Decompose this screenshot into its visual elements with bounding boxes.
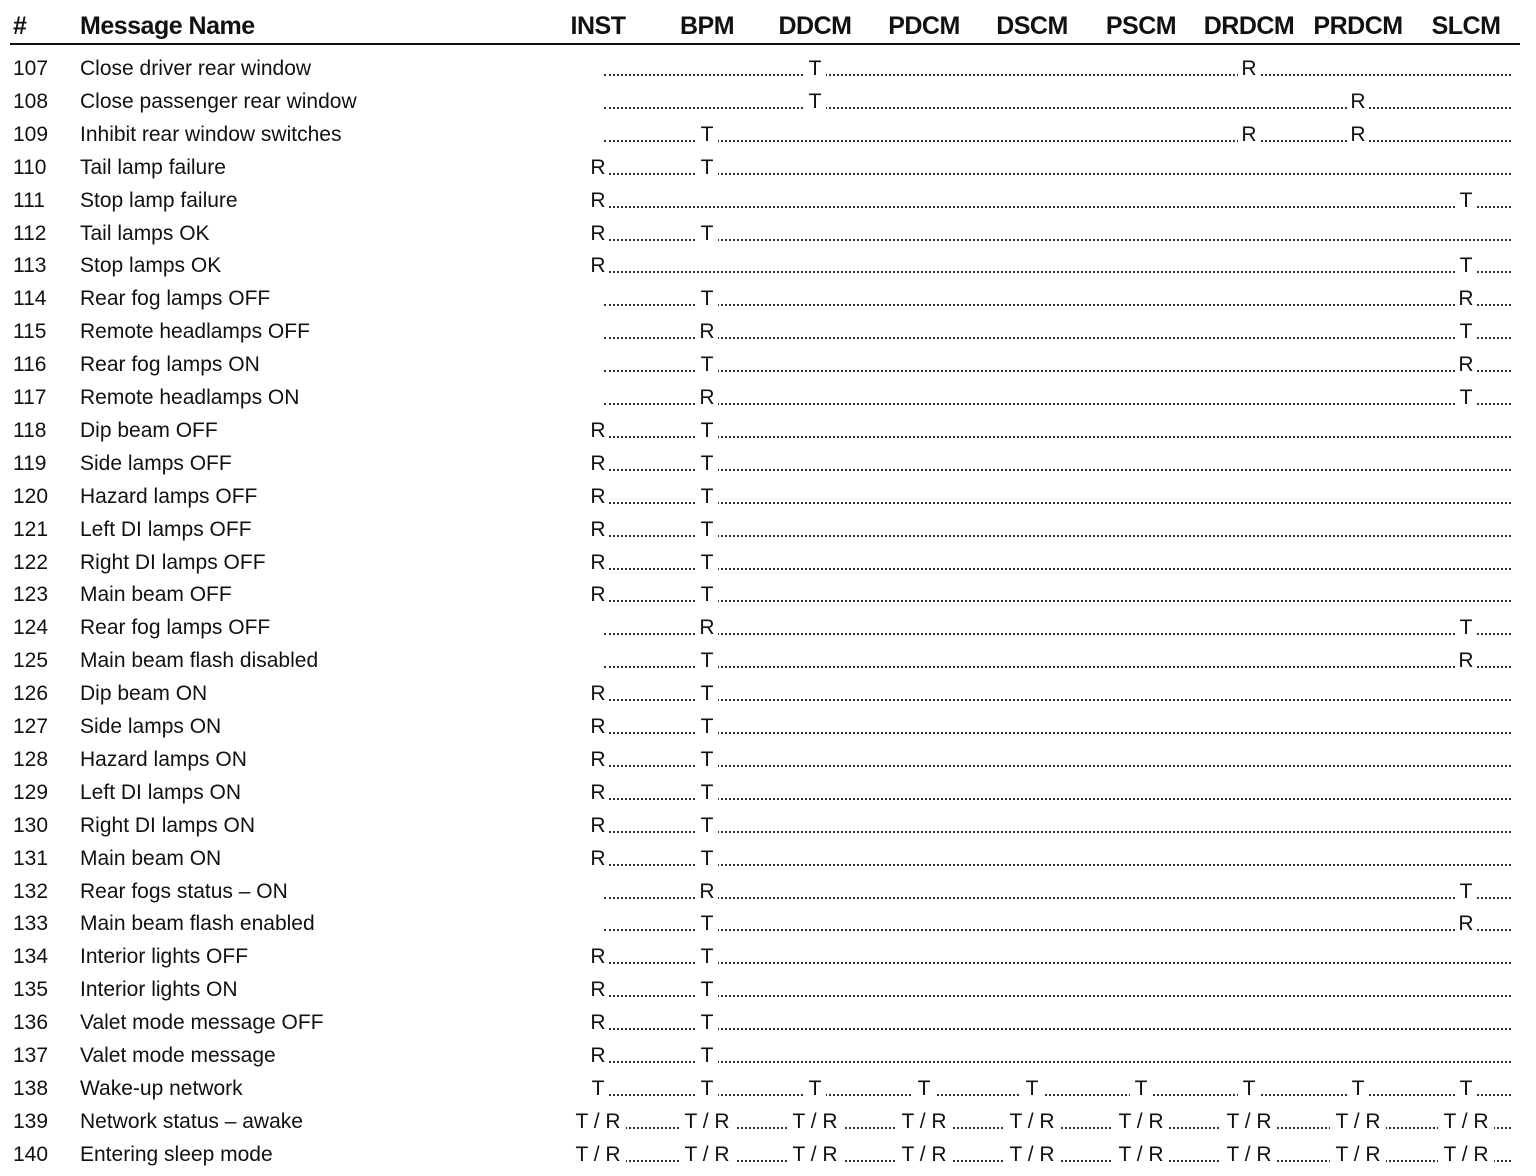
dot-leader: [604, 1094, 1511, 1096]
header-number: #: [13, 12, 27, 40]
cell-drdcm: T / R: [1221, 1138, 1277, 1171]
cell-bpm: T: [696, 677, 718, 710]
dot-leader: [604, 107, 1511, 109]
table-row: [0, 842, 1536, 875]
cell-bpm: T / R: [679, 1105, 735, 1138]
row-number: 117: [13, 386, 47, 409]
dot-leader: [604, 436, 1511, 438]
row-message-name: Stop lamp failure: [80, 188, 238, 212]
cell-slcm: T / R: [1438, 1105, 1494, 1138]
row-message-name: Tail lamps OK: [80, 221, 210, 245]
cell-bpm: T: [696, 414, 718, 447]
row-number: 134: [13, 945, 49, 969]
row-message-name: Close passenger rear window: [80, 89, 357, 113]
row-number: 116: [13, 353, 47, 377]
row-message-name: Stop lamps OK: [80, 254, 222, 278]
cell-ddcm: T / R: [787, 1138, 843, 1171]
row-number: 123: [13, 583, 49, 607]
header-col-pscm: PSCM: [1105, 12, 1177, 40]
dot-leader: [604, 502, 1511, 504]
dot-leader: [604, 633, 1511, 635]
table-row: [0, 513, 1536, 546]
row-number: 130: [13, 813, 49, 837]
cell-inst: T / R: [570, 1138, 626, 1171]
cell-inst: R: [587, 809, 609, 842]
table-row: [0, 1138, 1536, 1171]
row-message-name: Valet mode message: [80, 1044, 276, 1067]
cell-ddcm: T: [804, 85, 826, 118]
dot-leader: [604, 1061, 1511, 1063]
row-message-name: Dip beam OFF: [80, 418, 218, 442]
row-number: 108: [13, 89, 49, 113]
cell-pscm: T / R: [1113, 1138, 1169, 1171]
cell-bpm: T: [696, 282, 718, 315]
row-number: 135: [13, 978, 49, 1002]
cell-slcm: R: [1455, 644, 1477, 677]
table-row: [0, 381, 1536, 414]
dot-leader: [604, 864, 1511, 866]
row-message-name: Interior lights OFF: [80, 945, 249, 969]
cell-inst: R: [587, 578, 609, 611]
cell-prdcm: T / R: [1330, 1105, 1386, 1138]
row-number: 131: [13, 846, 49, 870]
cell-slcm: T: [1455, 875, 1477, 908]
cell-bpm: T: [696, 151, 718, 184]
table-row: [0, 1072, 1536, 1105]
row-number: 140: [13, 1142, 49, 1166]
table-row: [0, 480, 1536, 513]
dot-leader: [604, 765, 1511, 767]
dot-leader: [604, 929, 1511, 931]
cell-bpm: T: [696, 1072, 718, 1105]
dot-leader: [604, 337, 1511, 339]
cell-inst: T / R: [570, 1105, 626, 1138]
row-number: 125: [13, 649, 49, 673]
row-message-name: Main beam OFF: [80, 583, 232, 607]
cell-bpm: T: [696, 546, 718, 579]
cell-inst: R: [587, 249, 609, 282]
row-message-name: Main beam flash enabled: [80, 912, 315, 936]
table-row: [0, 809, 1536, 842]
row-number: 115: [13, 320, 47, 344]
cell-drdcm: T: [1238, 1072, 1260, 1105]
table-row: [0, 973, 1536, 1006]
table-row: [0, 184, 1536, 217]
cell-inst: R: [587, 743, 609, 776]
row-message-name: Side lamps OFF: [80, 451, 232, 475]
row-number: 120: [13, 484, 49, 508]
cell-pdcm: T / R: [896, 1138, 952, 1171]
cell-bpm: T: [696, 348, 718, 381]
header-col-bpm: BPM: [679, 12, 735, 40]
table-row: [0, 907, 1536, 940]
cell-slcm: T: [1455, 315, 1477, 348]
cell-inst: R: [587, 480, 609, 513]
dot-leader: [604, 403, 1511, 405]
row-message-name: Remote headlamps ON: [80, 386, 300, 409]
row-message-name: Right DI lamps OFF: [80, 550, 266, 574]
header-col-drdcm: DRDCM: [1203, 12, 1295, 40]
cell-bpm: R: [696, 611, 718, 644]
row-message-name: Wake-up network: [80, 1076, 243, 1100]
row-number: 113: [13, 254, 47, 278]
cell-bpm: T / R: [679, 1138, 735, 1171]
row-message-name: Hazard lamps ON: [80, 747, 247, 771]
cell-inst: R: [587, 184, 609, 217]
row-message-name: Rear fog lamps OFF: [80, 287, 271, 311]
cell-inst: R: [587, 776, 609, 809]
cell-bpm: T: [696, 1006, 718, 1039]
row-number: 129: [13, 780, 49, 804]
row-number: 109: [13, 122, 49, 146]
header-message-name: Message Name: [80, 12, 255, 40]
cell-slcm: T: [1455, 184, 1477, 217]
row-message-name: Rear fog lamps OFF: [80, 616, 271, 640]
dot-leader: [604, 568, 1511, 570]
table-row: [0, 776, 1536, 809]
cell-drdcm: T / R: [1221, 1105, 1277, 1138]
cell-inst: T: [587, 1072, 609, 1105]
cell-slcm: T: [1455, 611, 1477, 644]
row-message-name: Entering sleep mode: [80, 1142, 273, 1166]
table-row: [0, 546, 1536, 579]
cell-bpm: T: [696, 973, 718, 1006]
cell-pdcm: T / R: [896, 1105, 952, 1138]
header-col-ddcm: DDCM: [778, 12, 852, 40]
cell-inst: R: [587, 151, 609, 184]
table-row: [0, 940, 1536, 973]
dot-leader: [604, 995, 1511, 997]
row-number: 126: [13, 682, 49, 706]
cell-bpm: T: [696, 842, 718, 875]
row-message-name: Rear fogs status – ON: [80, 879, 288, 903]
header-col-prdcm: PRDCM: [1313, 12, 1403, 40]
row-message-name: Network status – awake: [80, 1109, 303, 1133]
cell-bpm: T: [696, 644, 718, 677]
table-row: [0, 1006, 1536, 1039]
dot-leader: [604, 239, 1511, 241]
row-number: 139: [13, 1109, 49, 1133]
row-number: 111: [13, 188, 45, 212]
cell-prdcm: R: [1347, 85, 1369, 118]
cell-slcm: T / R: [1438, 1138, 1494, 1171]
cell-bpm: R: [696, 875, 718, 908]
cell-slcm: T: [1455, 1072, 1477, 1105]
cell-dscm: T: [1021, 1072, 1043, 1105]
table-row: [0, 875, 1536, 908]
row-message-name: Side lamps ON: [80, 715, 222, 738]
table-row: [0, 414, 1536, 447]
dot-leader: [604, 666, 1511, 668]
row-number: 127: [13, 715, 49, 738]
row-number: 112: [13, 221, 47, 245]
cell-ddcm: T: [804, 1072, 826, 1105]
header-rule: [10, 43, 1520, 45]
row-message-name: Close driver rear window: [80, 57, 312, 80]
dot-leader: [604, 962, 1511, 964]
table-row: [0, 315, 1536, 348]
cell-bpm: T: [696, 809, 718, 842]
cell-inst: R: [587, 447, 609, 480]
row-message-name: Dip beam ON: [80, 682, 208, 706]
dot-leader: [604, 831, 1511, 833]
table-row: [0, 217, 1536, 250]
dot-leader: [604, 600, 1511, 602]
cell-inst: R: [587, 513, 609, 546]
row-number: 137: [13, 1044, 49, 1067]
table-row: [0, 447, 1536, 480]
table-row: [0, 1105, 1536, 1138]
cell-dscm: T / R: [1004, 1138, 1060, 1171]
cell-inst: R: [587, 973, 609, 1006]
dot-leader: [604, 469, 1511, 471]
table-row: [0, 249, 1536, 282]
cell-slcm: T: [1455, 381, 1477, 414]
row-message-name: Tail lamp failure: [80, 155, 226, 179]
row-number: 114: [13, 287, 47, 311]
cell-inst: R: [587, 842, 609, 875]
row-message-name: Left DI lamps OFF: [80, 517, 252, 541]
cell-slcm: T: [1455, 249, 1477, 282]
cell-bpm: T: [696, 743, 718, 776]
cell-slcm: R: [1455, 282, 1477, 315]
header-col-dscm: DSCM: [996, 12, 1068, 40]
row-message-name: Rear fog lamps ON: [80, 353, 260, 377]
cell-prdcm: T: [1347, 1072, 1369, 1105]
header-col-inst: INST: [570, 12, 626, 40]
cell-inst: R: [587, 677, 609, 710]
row-number: 107: [13, 57, 49, 80]
row-message-name: Inhibit rear window switches: [80, 122, 342, 146]
row-number: 110: [13, 155, 47, 179]
row-number: 122: [13, 550, 49, 574]
cell-bpm: T: [696, 217, 718, 250]
table-row: [0, 282, 1536, 315]
cell-bpm: T: [696, 907, 718, 940]
dot-leader: [604, 74, 1511, 76]
cell-pscm: T / R: [1113, 1105, 1169, 1138]
dot-leader: [604, 535, 1511, 537]
cell-inst: R: [587, 546, 609, 579]
cell-bpm: T: [696, 480, 718, 513]
row-number: 118: [13, 418, 47, 442]
cell-bpm: T: [696, 776, 718, 809]
cell-inst: R: [587, 414, 609, 447]
dot-leader: [604, 732, 1511, 734]
dot-leader: [604, 897, 1511, 899]
header-col-pdcm: PDCM: [888, 12, 960, 40]
row-number: 138: [13, 1076, 49, 1100]
row-message-name: Right DI lamps ON: [80, 813, 256, 837]
cell-bpm: T: [696, 710, 718, 743]
cell-bpm: T: [696, 1039, 718, 1072]
row-number: 136: [13, 1011, 49, 1035]
dot-leader: [604, 206, 1511, 208]
row-number: 133: [13, 912, 49, 936]
cell-prdcm: T / R: [1330, 1138, 1386, 1171]
cell-inst: R: [587, 217, 609, 250]
cell-drdcm: R: [1238, 118, 1260, 151]
dot-leader: [604, 140, 1511, 142]
row-message-name: Valet mode message OFF: [80, 1011, 324, 1035]
cell-slcm: R: [1455, 907, 1477, 940]
cell-bpm: T: [696, 578, 718, 611]
dot-leader: [604, 304, 1511, 306]
cell-ddcm: T / R: [787, 1105, 843, 1138]
table-row: [0, 743, 1536, 776]
row-message-name: Hazard lamps OFF: [80, 484, 258, 508]
table-row: [0, 348, 1536, 381]
cell-bpm: T: [696, 940, 718, 973]
row-number: 132: [13, 879, 49, 903]
table-row: [0, 710, 1536, 743]
row-message-name: Left DI lamps ON: [80, 780, 242, 804]
table-row: [0, 644, 1536, 677]
row-number: 124: [13, 616, 49, 640]
cell-slcm: R: [1455, 348, 1477, 381]
cell-inst: R: [587, 1006, 609, 1039]
dot-leader: [604, 271, 1511, 273]
cell-bpm: T: [696, 118, 718, 151]
table-row: [0, 677, 1536, 710]
cell-inst: R: [587, 710, 609, 743]
cell-bpm: R: [696, 315, 718, 348]
dot-leader: [604, 173, 1511, 175]
header-col-slcm: SLCM: [1431, 12, 1501, 40]
dot-leader: [604, 699, 1511, 701]
cell-bpm: T: [696, 447, 718, 480]
row-number: 121: [13, 517, 49, 541]
dot-leader: [604, 798, 1511, 800]
row-number: 119: [13, 451, 47, 475]
dot-leader: [604, 370, 1511, 372]
cell-inst: R: [587, 940, 609, 973]
row-message-name: Interior lights ON: [80, 978, 238, 1002]
cell-drdcm: R: [1238, 52, 1260, 85]
cell-inst: R: [587, 1039, 609, 1072]
cell-dscm: T / R: [1004, 1105, 1060, 1138]
row-message-name: Main beam flash disabled: [80, 649, 319, 673]
table-row: [0, 578, 1536, 611]
cell-pscm: T: [1130, 1072, 1152, 1105]
cell-bpm: T: [696, 513, 718, 546]
cell-ddcm: T: [804, 52, 826, 85]
dot-leader: [604, 1028, 1511, 1030]
table-row: [0, 611, 1536, 644]
table-row: [0, 118, 1536, 151]
row-message-name: Main beam ON: [80, 846, 222, 870]
row-message-name: Remote headlamps OFF: [80, 320, 310, 344]
row-number: 128: [13, 747, 49, 771]
cell-pdcm: T: [913, 1072, 935, 1105]
cell-prdcm: R: [1347, 118, 1369, 151]
table-row: [0, 85, 1536, 118]
table-row: [0, 52, 1536, 85]
table-row: [0, 151, 1536, 184]
table-row: [0, 1039, 1536, 1072]
cell-bpm: R: [696, 381, 718, 414]
